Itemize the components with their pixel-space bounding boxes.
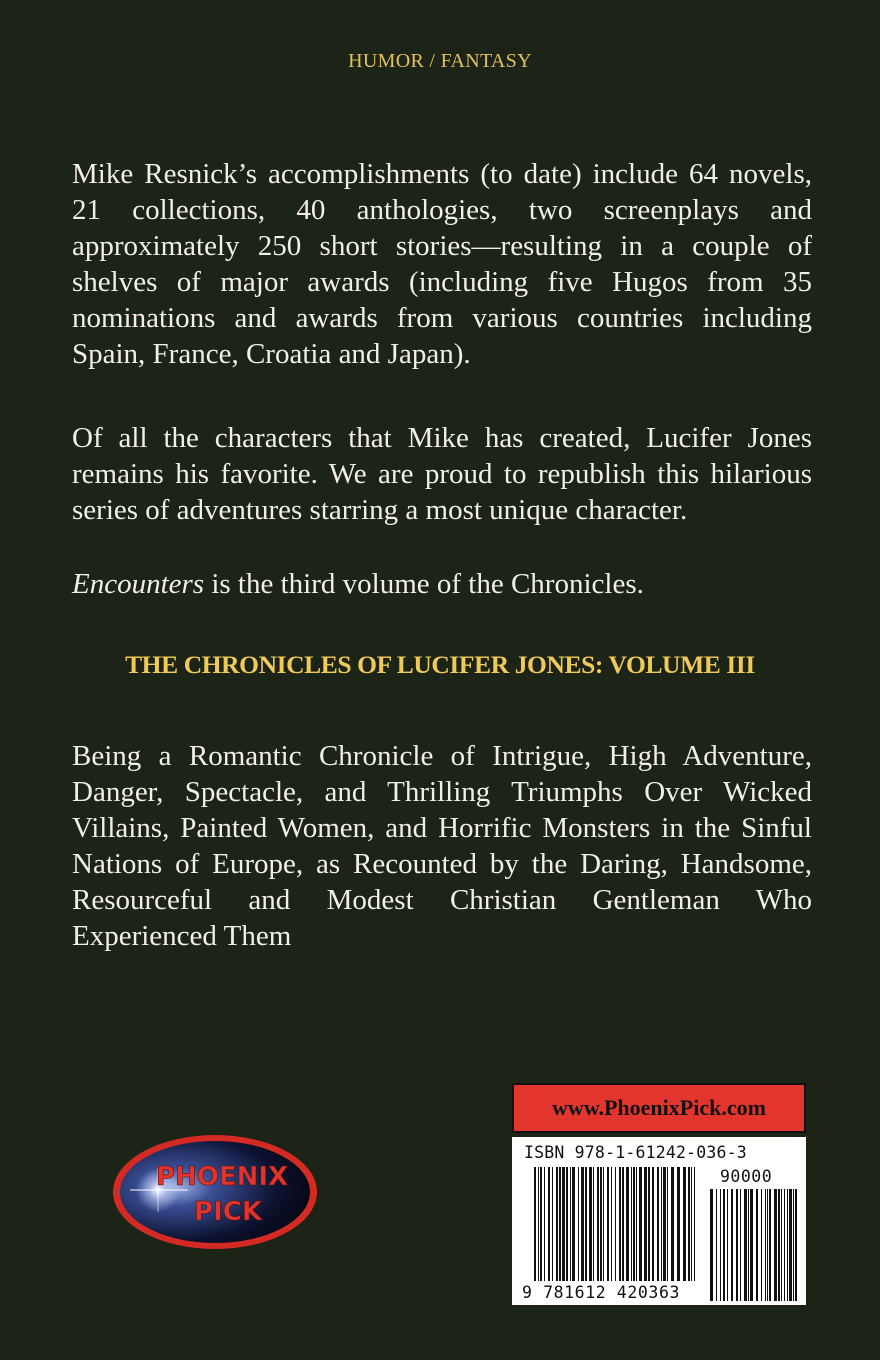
volume-paragraph-text: is the third volume of the Chronicles.	[204, 568, 644, 600]
series-title: THE CHRONICLES OF LUCIFER JONES: VOLUME III	[125, 650, 755, 679]
book-title-italic: Encounters	[72, 568, 205, 600]
character-paragraph: Of all the characters that Mike has created, Lucifer Jones remains his favorite. We are proud to republish this hilarious series of adventures starring a most unique character.	[72, 422, 812, 526]
publisher-url: www.PhoenixPick.com	[552, 1095, 766, 1120]
barcode-area	[512, 1137, 806, 1305]
phoenix-pick-logo-graphic	[110, 1132, 320, 1252]
volume-paragraph	[72, 566, 812, 602]
price-addon-code: 90000	[720, 1167, 773, 1186]
logo-word-phoenix: PHOENIX	[155, 1162, 289, 1192]
barcode-bars	[512, 1137, 806, 1305]
phoenix-pick-logo	[110, 1132, 320, 1252]
author-bio-paragraph: Mike Resnick’s accomplishments (to date) include 64 novels, 21 collections, 40 anthologies, two screenplays and approximately 250 short stories—resulting in a couple of shelves of major awards (including five Hugos from 35 nominations and awards from various countries including Spain, France, Croatia and Japan).	[72, 158, 812, 370]
genre-label: HUMOR / FANTASY	[348, 50, 532, 72]
logo-word-pick: PICK	[194, 1197, 262, 1227]
ean-digits: 9 781612 420363	[522, 1283, 681, 1302]
subtitle-paragraph: Being a Romantic Chronicle of Intrigue, High Adventure, Danger, Spectacle, and Thrilling Triumphs Over Wicked Villains, Painted Women, and Horrific Monsters in the Sinful Nations of Europe, as Recounted by the Daring, Handsome, Resourceful and Modest Christian Gentleman Who Experienced Them	[72, 740, 812, 952]
barcode-block	[512, 1083, 806, 1305]
publisher-url-box	[512, 1083, 806, 1133]
isbn-label: ISBN 978-1-61242-036-3	[524, 1143, 747, 1162]
